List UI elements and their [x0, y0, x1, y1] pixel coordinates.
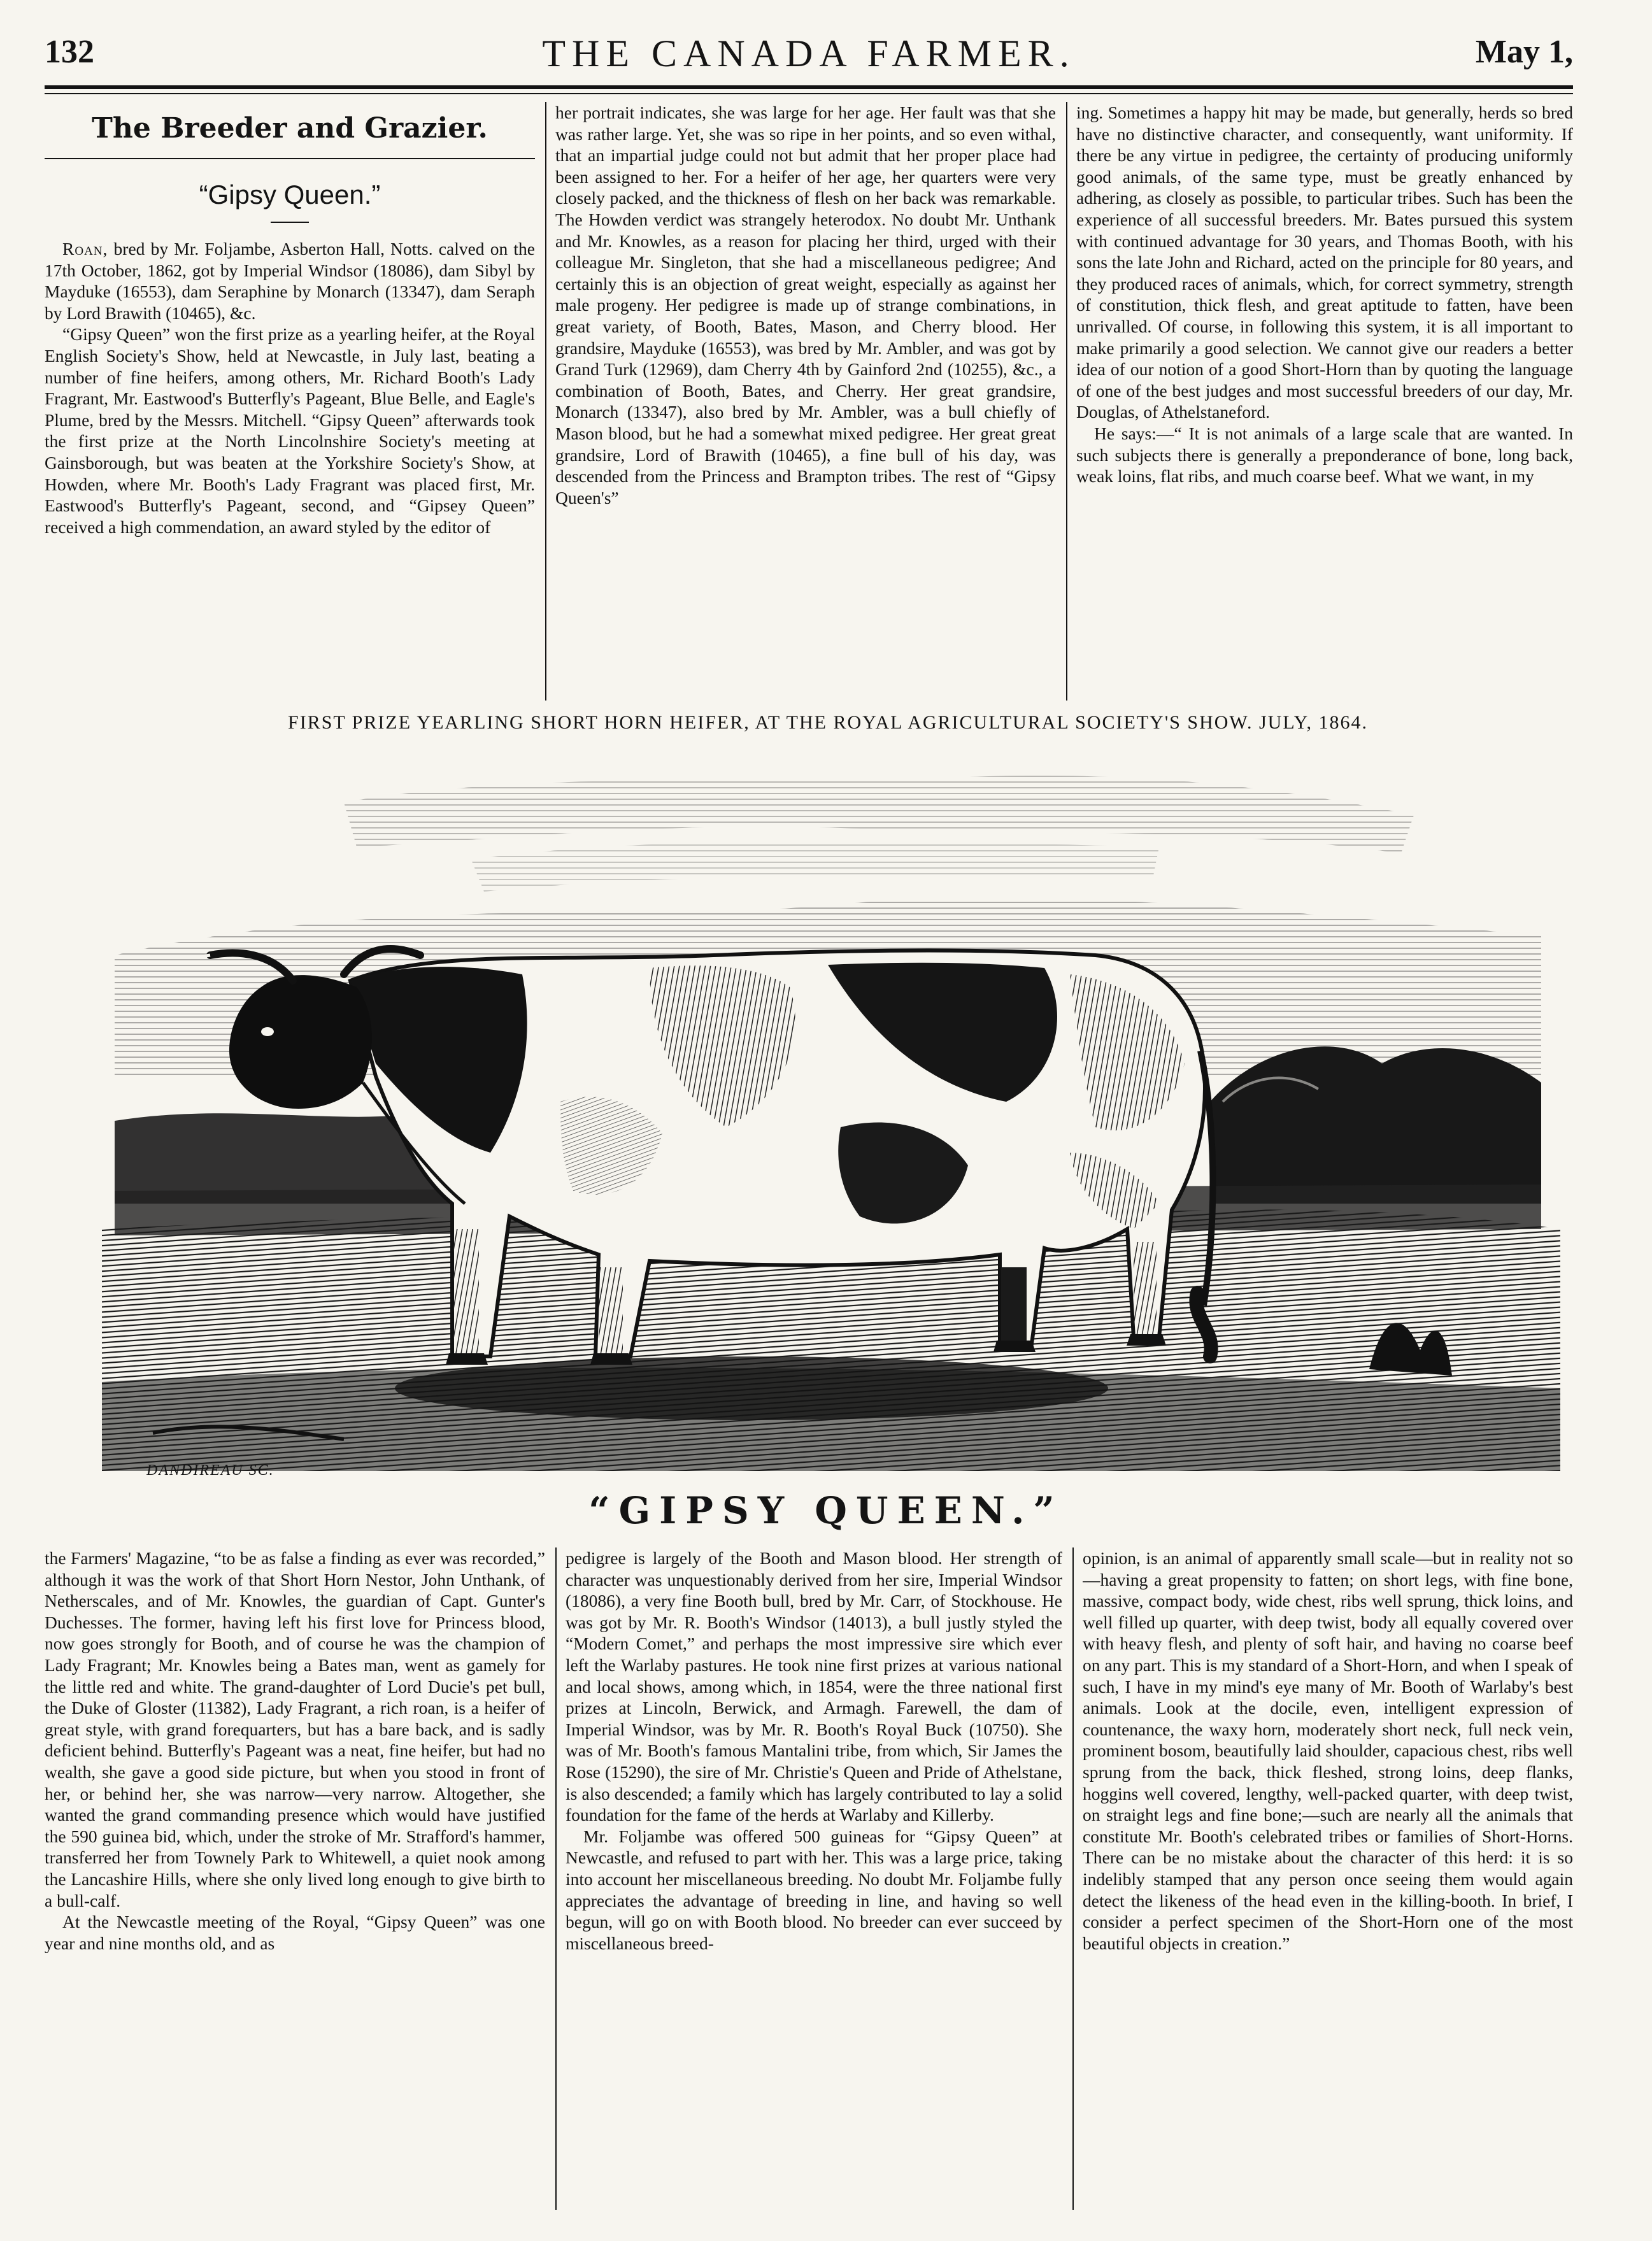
article-paragraph: her portrait indicates, she was large for her age. Her fault was that she was rather large. Yet, she was so ripe in her points, and so even withal, that an impartial judge could not but admit that her proper place had been assigned to her. For a heifer of her age, her quarters were very closely packed, and the thickness of flesh on her back was remarkable. The Howden verdict was strangely heterodox. No doubt Mr. Unthank and Mr. Knowles, as a reason for placing her third, urged with their colleague Mr. Singleton, that she had a miscellaneous pedigree; And certainly this is an objection of great weight, especially as against her male progeny. Her pedigree is made up of strange combinations, in great variety, of Booth, Bates, Mason, and Cherry blood. Her grandsire, Mayduke (16553), was bred by Mr. Ambler, and was got by Grand Turk (12969), dam Cherry 4th by Gainford 2nd (10255), &c., a combination of Booth, Bates, and Cherry. Her great grandsire, Monarch (13347), also bred by Mr. Ambler, was a bull chiefly of Mason blood, but he had a somewhat mixed pedigree. Her great great grandsire, Lord of Brawith (10465), a fine bull of his day, was descended from the Princess and Brampton tribes. The rest of “Gipsy Queen's”	[555, 103, 1056, 508]
article-paragraph: He says:—“ It is not animals of a large scale that are wanted. In such subjects there is generally a preponderance of bone, long back, weak loins, flat ribs, and much coarse beef. What we want, in my	[1076, 423, 1573, 487]
article-paragraph: Mr. Foljambe was offered 500 guineas for “Gipsy Queen” at Newcastle, and refused to part with her. This was a large price, taking into account her miscellaneous breeding. No doubt Mr. Foljambe fully appreciates the advantage of breeding in line, and having so well begun, will go on with Booth blood. No breeder can ever succeed by miscellaneous breed-	[566, 1826, 1062, 1953]
masthead	[45, 32, 1573, 83]
top-column-1	[45, 102, 535, 701]
masthead-rule	[45, 85, 1573, 89]
figure-caption: FIRST PRIZE YEARLING SHORT HORN HEIFER, AT THE ROYAL AGRICULTURAL SOCIETY'S SHOW. JULY, 1864.	[288, 712, 1368, 733]
title-rule	[271, 222, 309, 223]
article-paragraph: the Farmers' Magazine, “to be as false a finding as ever was recorded,” although it was the work of that Short Horn Nestor, John Unthank, of Netherscales, and of Mr. Knowles, the guardian of Capt. Gunter's Duchesses. The former, having left his first love for Princess blood, now goes strongly for Booth, and of course he was the champion of Lady Fragrant; Mr. Knowles being a Bates man, went as gamely for the little red and white. The grand-daughter of Lord Ducie's pet bull, the Duke of Gloster (11382), Lady Fragrant, a rich roan, is a heifer of great style, with grand forequarters, but has a bare back, and is sadly deficient behind. Butterfly's Pageant was a neat, fine heifer, but had no wealth, she gave a good side picture, but when you stood in front of her, or behind her, she was narrow—very narrow. Altogether, she wanted the grand commanding presence which would have justified the 590 guinea bid, which, under the stroke of Mr. Strafford's hammer, transferred her from Townely Park to Whitewell, a quiet nook among the Lancashire Hills, where she only lived long enough to give birth to a bull-calf.	[45, 1548, 545, 1910]
article-paragraph: ing. Sometimes a happy hit may be made, but generally, herds so bred have no distinctive character, and consequently, want uniformity. If there be any virtue in pedigree, the certainty of producing uniformly good animals, of the same type, must be greatly enhanced by adhering, as closely as possible, to particular tribes. Such has been the experience of all successful breeders. Mr. Bates pursued this system with continued advantage for 30 years, and Thomas Booth, with his sons the late John and Richard, acted on the principle for 80 years, and they produced races of animals, which, for correct symmetry, strength of constitution, thick flesh, and great aptitude to fatten, have been unrivalled. Of course, in following this system, it is all important to make primarily a good selection. We cannot give our readers a better idea of our notion of a good Short-Horn than by quoting the language of one of the best judges and most successful breeders of our day, Mr. Douglas, of Athelstaneford.	[1076, 103, 1573, 422]
journal-title: THE CANADA FARMER.	[542, 32, 1076, 75]
top-column-2	[555, 102, 1056, 701]
engraver-signature: DANDIREAU SC.	[146, 1462, 274, 1479]
cow-engraving	[76, 745, 1579, 1490]
department-heading: The Breeder and Grazier.	[92, 112, 488, 145]
masthead-rule-thin	[45, 93, 1573, 94]
column-divider	[545, 102, 546, 701]
figure-title: “GIPSY QUEEN.”	[588, 1489, 1064, 1532]
article-paragraph: “Gipsy Queen” won the first prize as a yearling heifer, at the Royal English Society's Show, held at Newcastle, in July last, beating a number of fine heifers, among others, Mr. Richard Booth's Lady Fragrant, Mr. Eastwood's Butterfly's Pageant, Blue Belle, and Eagle's Plume, bred by the Messrs. Mitchell. “Gipsy Queen” afterwards took the first prize at the North Lincolnshire Society's meeting at Gainsborough, but was beaten at the Yorkshire Society's Show, at Howden, where Mr. Booth's Lady Fragrant was placed first, Mr. Eastwood's Butterfly's Pageant, second, and “Gipsey Queen” received a high commendation, an award styled by the editor of	[45, 324, 535, 537]
column-divider	[1072, 1547, 1074, 2210]
article-paragraph: pedigree is largely of the Booth and Mason blood. Her strength of character was unquestionably derived from her sire, Imperial Windsor (18086), a very fine Booth bull, bred by Mr. Carr, of Stockhouse. He was got by Mr. R. Booth's Windsor (14013), a bull justly styled the “Modern Comet,” and perhaps the most impressive sire which ever left the Warlaby pastures. He took nine first prizes at various national and local shows, among which, in 1854, were the three national first prizes at Lincoln, Berwick, and Armagh. Farewell, the dam of Imperial Windsor, was by Mr. R. Booth's Royal Buck (10750). She was of Mr. Booth's famous Mantalini tribe, from which, Sir James the Rose (15290), the sire of Mr. Christie's Queen and Pride of Athelstane, is also descended; a family which has largely contributed to lay a solid foundation for the fame of the herds at Warlaby and Killerby.	[566, 1548, 1062, 1825]
column-divider	[1066, 102, 1067, 701]
bottom-column-1	[45, 1547, 545, 2210]
issue-date: May 1,	[1475, 34, 1573, 70]
article-title: “Gipsy Queen.”	[199, 180, 381, 210]
article-paragraph: opinion, is an animal of apparently small scale—but in reality not so—having a great propensity to fatten; on short legs, with fine bone, massive, compact body, wide chest, ribs well sprung, thick loins, and well filled up quarter, with deep twist, body all equally covered over with heavy flesh, and plenty of soft hair, and having no coarse beef on any part. This is my standard of a Short-Horn, and when I speak of such, I have in my mind's eye many of Mr. Booth of Warlaby's best animals. Look at the docile, even, intelligent expression of countenance, the waxy horn, moderately short neck, full neck vein, prominent bosom, beautifully laid shoulder, capacious chest, ribs well sprung from the back, thick fleshed, strong loins, deep flanks, hoggins well covered, lengthy, well-packed quarter, with deep twist, on straight legs and fine bone;—such are nearly all the animals that constitute Mr. Booth's celebrated tribes or families of Short-Horns. There can be no mistake about the character of this herd: it is so indelibly stamped that any person once seeing them would again detect the likeness of the head even in the killing-booth. In brief, I consider a perfect specimen of the Short-Horn one of the most beautiful objects in creation.”	[1083, 1548, 1573, 1953]
bottom-column-2	[566, 1547, 1062, 2210]
column-divider	[555, 1547, 557, 2210]
bottom-column-3	[1083, 1547, 1573, 2210]
paragraph-lead: Roan,	[62, 239, 108, 259]
top-column-3	[1076, 102, 1573, 701]
page-number: 132	[45, 34, 94, 70]
article-paragraph: At the Newcastle meeting of the Royal, “Gipsy Queen” was one year and nine months old, and as	[45, 1912, 545, 1953]
article-paragraph: Roan, bred by Mr. Foljambe, Asberton Hall, Notts. calved on the 17th October, 1862, got by Imperial Windsor (18086), dam Sibyl by Mayduke (16553), dam Seraphine by Monarch (13347), dam Seraph by Lord Brawith (10465), &c.	[45, 239, 535, 323]
cow-engraving-illustration	[76, 745, 1579, 1490]
section-rule	[45, 158, 535, 159]
